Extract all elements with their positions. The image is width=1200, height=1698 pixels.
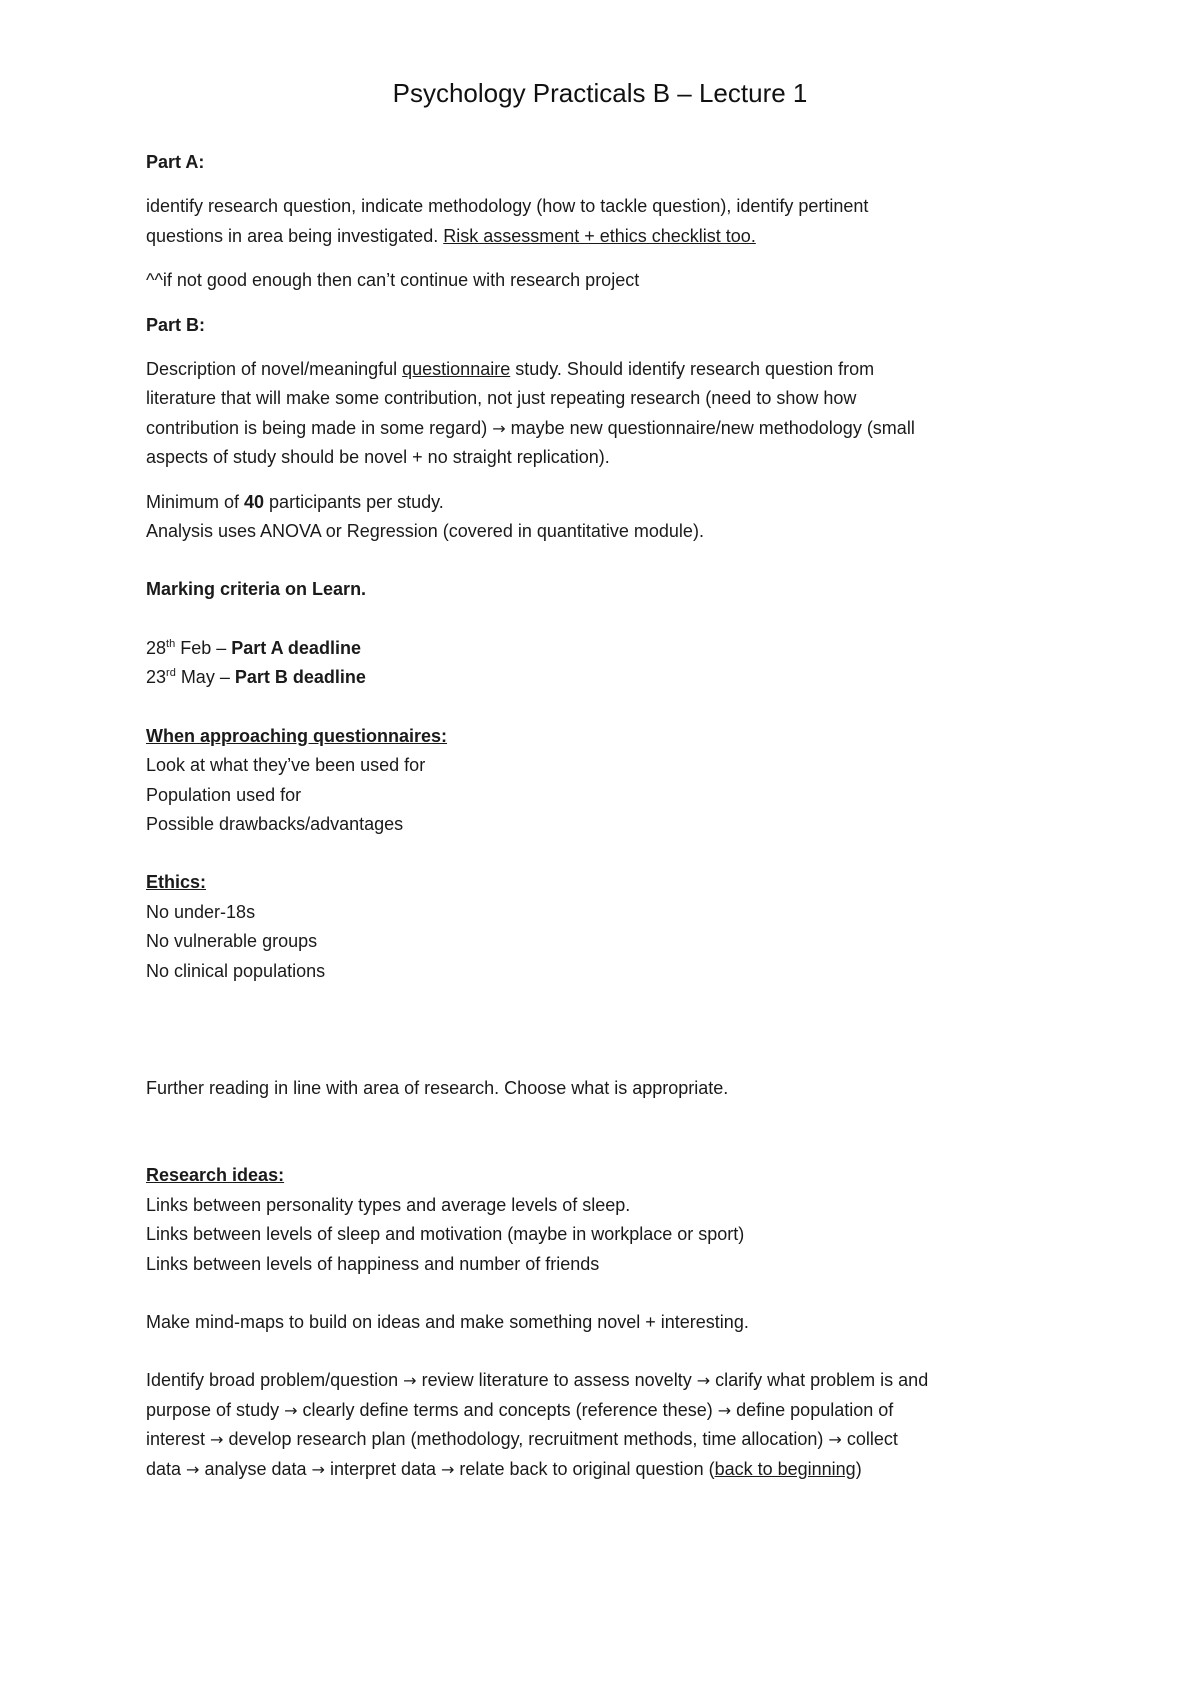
process-text: analyse data: [199, 1458, 312, 1479]
process-text: clearly define terms and concepts (reference these): [297, 1399, 718, 1420]
back-to-beginning: back to beginning: [714, 1458, 856, 1479]
minimum-text-c: participants per study.: [264, 491, 444, 512]
ethics-heading: Ethics:: [146, 872, 207, 893]
part-b-text-3b: maybe new questionnaire/new methodology (small: [505, 417, 915, 438]
list-item: Look at what they’ve been used for: [146, 755, 426, 776]
analysis-line: Analysis uses ANOVA or Regression (covered in quantitative module).: [146, 521, 704, 542]
minimum-count: 40: [244, 491, 265, 512]
process-line-1: [146, 1366, 1076, 1395]
list-item: Possible drawbacks/advantages: [146, 813, 404, 834]
process-text: relate back to original question (: [454, 1458, 715, 1479]
mind-maps-line: Make mind-maps to build on ideas and make something novel + interesting.: [146, 1311, 749, 1332]
arrow-icon: →: [403, 1371, 417, 1391]
process-text: purpose of study: [146, 1399, 285, 1420]
deadline-b-month: May –: [175, 667, 235, 688]
process-text: interpret data: [324, 1458, 442, 1479]
process-text: interest: [146, 1429, 211, 1450]
questionnaire-word: questionnaire: [402, 359, 511, 380]
research-ideas-heading: Research ideas:: [146, 1165, 285, 1186]
arrow-icon: →: [696, 1371, 711, 1391]
arrow-icon: →: [210, 1430, 224, 1450]
list-item: Links between levels of sleep and motivation (maybe in workplace or sport): [146, 1224, 745, 1245]
participants-minimum: [146, 488, 1076, 517]
risk-assessment-note: Risk assessment + ethics checklist too.: [443, 225, 756, 246]
process-text: collect: [841, 1429, 898, 1450]
list-item: Links between levels of happiness and number of friends: [146, 1253, 600, 1274]
page-title: Psychology Practicals B – Lecture 1: [392, 78, 808, 108]
arrow-icon: →: [492, 418, 506, 438]
arrow-icon: →: [186, 1459, 200, 1479]
document-body: [146, 148, 1076, 1484]
list-item: No vulnerable groups: [146, 931, 318, 952]
process-line-4: [146, 1455, 1076, 1484]
arrow-icon: →: [717, 1400, 732, 1420]
part-b-line-4: aspects of study should be novel + no straight replication).: [146, 447, 610, 468]
process-text: Identify broad problem/question: [146, 1370, 404, 1391]
arrow-icon: →: [311, 1459, 325, 1479]
list-item: No under-18s: [146, 901, 256, 922]
deadline-part-b: [146, 663, 1076, 692]
minimum-text-a: Minimum of: [146, 491, 245, 512]
process-text: review literature to assess novelty: [416, 1370, 697, 1391]
arrow-icon: →: [828, 1430, 842, 1450]
part-b-line-2: literature that will make some contribution, not just repeating research (need to show how: [146, 388, 857, 409]
part-a-line-1: [146, 192, 1076, 221]
part-b-text-3a: contribution is being made in some regard): [146, 417, 493, 438]
process-text: develop research plan (methodology, recruitment methods, time allocation): [223, 1429, 829, 1450]
deadline-a-day: 28: [146, 637, 167, 658]
marking-criteria: Marking criteria on Learn.: [146, 579, 367, 600]
list-item: Links between personality types and average levels of sleep.: [146, 1194, 631, 1215]
deadline-a-label: Part A deadline: [231, 637, 361, 658]
part-a-heading: Part A:: [146, 152, 205, 172]
process-text: data: [146, 1458, 187, 1479]
deadline-part-a: [146, 634, 1076, 663]
part-a-text-2: questions in area being investigated.: [146, 225, 444, 246]
part-a-text-1: identify research question, indicate methodology (how to tackle question), identify pertinent: [146, 196, 869, 217]
list-item: No clinical populations: [146, 960, 326, 981]
deadline-b-label: Part B deadline: [234, 667, 366, 688]
part-a-line-2: [146, 222, 1076, 251]
part-b-text-1c: study. Should identify research question from: [510, 359, 875, 380]
deadline-a-month: Feb –: [175, 637, 232, 658]
part-b-heading: Part B:: [146, 314, 206, 335]
process-text: define population of: [731, 1399, 894, 1420]
arrow-icon: →: [284, 1400, 298, 1420]
process-text: ): [855, 1458, 862, 1479]
deadline-b-day: 23: [146, 667, 167, 688]
questionnaires-heading: When approaching questionnaires:: [146, 725, 448, 746]
deadline-b-suffix: rd: [166, 667, 176, 680]
part-b-line-1: [146, 355, 1076, 384]
process-line-3: [146, 1425, 1076, 1454]
further-reading: Further reading in line with area of research. Choose what is appropriate.: [146, 1077, 729, 1098]
arrow-icon: →: [441, 1459, 455, 1479]
part-b-text-1a: Description of novel/meaningful: [146, 359, 403, 380]
process-text: clarify what problem is and: [710, 1370, 929, 1391]
deadline-a-suffix: th: [166, 637, 176, 650]
list-item: Population used for: [146, 784, 302, 805]
part-a-note: ^^if not good enough then can’t continue with research project: [146, 270, 640, 291]
process-line-2: [146, 1396, 1076, 1425]
part-b-line-3: [146, 414, 1076, 443]
